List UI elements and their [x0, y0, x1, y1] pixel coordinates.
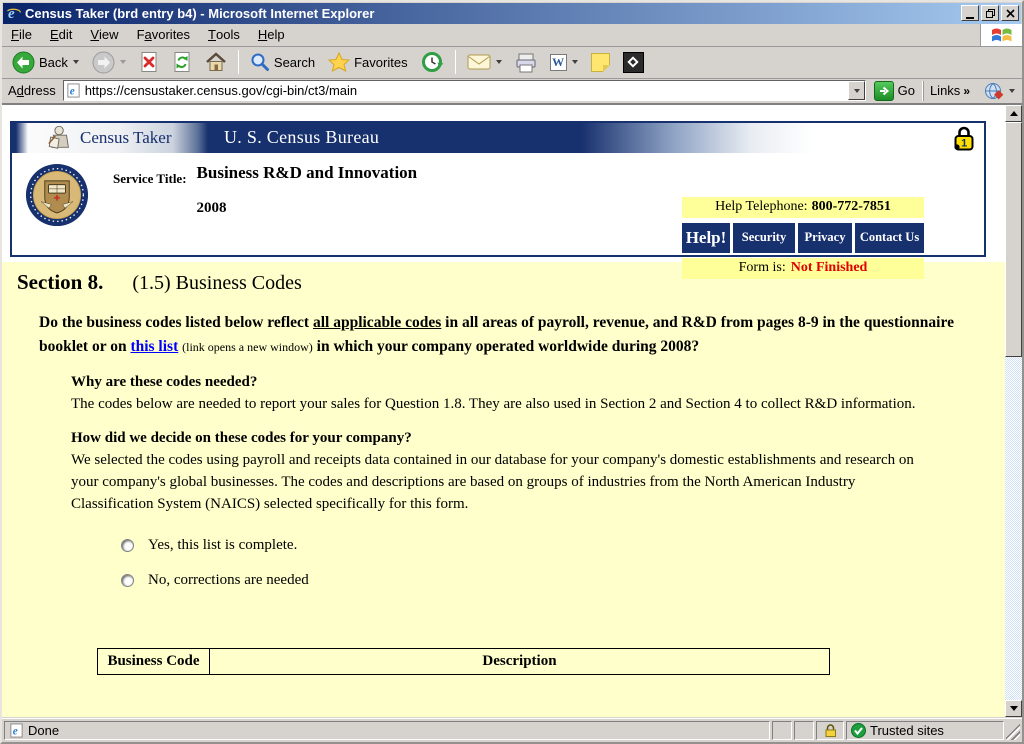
minimize-icon — [966, 17, 974, 19]
title-bar — [3, 3, 1021, 24]
contact-us-button[interactable]: Contact Us — [855, 223, 924, 253]
scroll-up-button[interactable] — [1005, 105, 1022, 122]
trusted-check-icon — [851, 723, 866, 738]
link-note: (link opens a new window) — [182, 339, 313, 354]
go-button[interactable] — [870, 81, 919, 101]
address-field — [63, 80, 866, 101]
links-chevron-icon[interactable]: » — [963, 83, 970, 98]
refresh-icon — [172, 51, 192, 73]
option-yes-row — [121, 535, 1005, 557]
lock-icon — [952, 125, 976, 152]
census-header-box — [10, 121, 986, 276]
question-part: in which your company operated worldwide during 2008? — [312, 337, 700, 355]
back-button[interactable] — [6, 48, 85, 77]
security-button[interactable]: Security — [733, 223, 795, 253]
edit-with-word-button[interactable] — [544, 51, 584, 74]
word-icon: W — [550, 54, 567, 71]
restore-button[interactable] — [981, 5, 999, 21]
status-text: Done — [28, 723, 60, 739]
status-panel-empty — [794, 721, 814, 740]
messenger-button[interactable] — [617, 49, 650, 76]
address-dropdown-button[interactable] — [848, 81, 865, 100]
mail-icon — [467, 53, 491, 71]
window-controls — [959, 5, 1019, 21]
form-status-label: Form is: — [738, 260, 786, 276]
print-button[interactable] — [509, 49, 543, 76]
section-number: Section 8. — [17, 269, 104, 294]
scrollbar-thumb[interactable] — [1005, 122, 1022, 357]
menu-file[interactable]: F ile — [11, 27, 32, 43]
windows-brand-box — [980, 24, 1022, 46]
mail-button[interactable] — [461, 50, 508, 74]
edit-dropdown-icon[interactable] — [572, 60, 578, 64]
help-button[interactable]: Help! — [682, 223, 730, 253]
security-zone-label: Trusted sites — [870, 723, 944, 739]
close-icon — [1006, 9, 1015, 18]
how-decided-body: We selected the codes using payroll and receipts data contained in our database for your company's domestic establishments and research on your company's global businesses. The codes and descriptions are based on groups of industries from the North American Industry Classification System (NAICS) selected specifically for this form. — [71, 451, 914, 512]
agency-name: U. S. Census Bureau — [224, 127, 380, 148]
favorites-button[interactable] — [322, 49, 413, 75]
svg-text:1: 1 — [961, 137, 968, 150]
globe-tool-icon — [984, 82, 1004, 100]
census-seal — [25, 163, 89, 227]
web-tool-button[interactable] — [980, 82, 1019, 100]
menu-favorites[interactable]: F a vorites — [136, 27, 191, 43]
search-button[interactable] — [244, 49, 321, 75]
diamond-icon — [623, 52, 644, 73]
how-decided-heading: How did we decide on these codes for your company? — [71, 429, 412, 446]
note-icon — [591, 53, 610, 72]
search-icon — [250, 52, 270, 72]
menu-edit[interactable]: E dit — [49, 27, 73, 43]
radio-no-label[interactable]: No, corrections are needed — [148, 572, 309, 589]
web-tool-dropdown-icon[interactable] — [1009, 89, 1015, 93]
go-arrow-icon — [874, 81, 894, 101]
question-part: in all areas of payroll, revenue, and R&D from pages 8-9 in the questionnaire booklet or on — [39, 313, 954, 355]
window-title: Census Taker (brd entry b4) - Microsoft Internet Explorer — [25, 5, 375, 21]
service-row — [12, 153, 984, 276]
address-label: Address — [8, 83, 56, 99]
section-title: (1.5) Business Codes — [132, 271, 302, 294]
back-icon — [12, 51, 35, 74]
table-header-row — [98, 648, 830, 674]
svg-text:e: e — [69, 85, 75, 98]
radio-yes-label[interactable]: Yes, this list is complete. — [148, 537, 298, 554]
why-codes-heading: Why are these codes needed? — [71, 373, 258, 390]
section-body — [2, 262, 1005, 717]
menu-help[interactable]: H elp — [257, 27, 285, 43]
close-button[interactable] — [1001, 5, 1019, 21]
menu-bar — [2, 24, 1022, 47]
question-emphasis: all applicable codes — [312, 313, 442, 331]
radio-no[interactable] — [121, 574, 134, 587]
forward-dropdown-icon[interactable] — [120, 60, 126, 64]
stop-button[interactable] — [133, 48, 165, 76]
banner-left — [12, 123, 208, 153]
this-list-link[interactable]: this list — [130, 337, 179, 355]
refresh-button[interactable] — [166, 48, 198, 76]
forward-button[interactable] — [86, 48, 132, 77]
toolbar-separator — [238, 50, 239, 74]
business-codes-table — [97, 648, 830, 675]
ie-toolbar — [2, 47, 1022, 79]
census-banner — [12, 123, 984, 153]
back-label: Back — [39, 54, 68, 70]
ssl-lock-icon — [824, 723, 837, 738]
scroll-down-button[interactable] — [1005, 700, 1022, 717]
menu-tools[interactable]: T ools — [208, 27, 240, 43]
description-header: Description — [210, 648, 830, 674]
service-title-block — [197, 163, 418, 227]
option-no-row — [121, 570, 1005, 592]
how-decided-block — [71, 427, 919, 515]
toolbar-separator — [455, 50, 456, 74]
form-status-value: Not Finished — [790, 260, 868, 276]
search-label: Search — [273, 54, 316, 70]
mail-dropdown-icon[interactable] — [496, 60, 502, 64]
help-telephone-number: 800-772-7851 — [811, 199, 891, 215]
radio-yes[interactable] — [121, 539, 134, 552]
status-page-icon — [9, 723, 24, 738]
stop-icon — [139, 51, 159, 73]
census-taker-figure-icon — [46, 124, 74, 152]
status-panel-empty — [772, 721, 792, 740]
banner-agency — [208, 123, 984, 153]
privacy-button[interactable]: Privacy — [798, 223, 852, 253]
form-status-bar — [682, 258, 924, 279]
scroll-down-icon — [1010, 706, 1018, 711]
help-telephone-label: Help Telephone: — [715, 199, 808, 215]
question-part: Do the business codes listed below reflect — [39, 313, 313, 331]
history-button[interactable] — [415, 48, 450, 76]
print-icon — [515, 52, 537, 73]
page-content — [2, 105, 1005, 717]
why-codes-block — [71, 371, 919, 415]
notes-button[interactable] — [585, 50, 616, 75]
ie-app-icon — [6, 5, 22, 21]
svg-text:e: e — [12, 725, 18, 738]
service-title-label: Service Title: — [113, 170, 187, 186]
survey-title: Business R&D and Innovation — [196, 162, 418, 182]
address-input[interactable] — [81, 82, 848, 99]
scroll-up-icon — [1010, 111, 1018, 116]
restore-icon — [986, 9, 995, 18]
resize-grip[interactable] — [1006, 721, 1020, 740]
question-text — [39, 311, 969, 359]
help-panel — [682, 197, 924, 279]
history-icon — [421, 51, 444, 73]
forward-icon — [92, 51, 115, 74]
windows-flag-icon — [990, 24, 1014, 46]
status-lock-panel — [816, 721, 844, 740]
app-name: Census Taker — [80, 127, 172, 147]
browser-viewport — [2, 104, 1022, 717]
home-icon — [205, 52, 227, 73]
menu-spacer — [294, 24, 980, 46]
go-label: Go — [897, 83, 915, 99]
status-bar — [2, 718, 1022, 742]
help-telephone-bar — [682, 197, 924, 218]
home-button[interactable] — [199, 49, 233, 76]
page-ie-icon — [66, 83, 81, 98]
survey-year: 2008 — [196, 199, 227, 216]
business-code-header: Business Code — [98, 648, 210, 674]
status-message-panel — [4, 721, 770, 740]
menu-view[interactable]: V iew — [90, 27, 119, 43]
help-buttons — [682, 223, 924, 253]
links-bar[interactable] — [923, 81, 976, 101]
why-codes-body: The codes below are needed to report your sales for Question 1.8. They are also used in Section 2 and Section 4 to collect R&D information. — [71, 395, 916, 412]
back-dropdown-icon[interactable] — [73, 60, 79, 64]
favorites-star-icon — [328, 52, 350, 72]
svg-text:e: e — [8, 6, 15, 22]
security-zone-panel — [846, 721, 1004, 740]
favorites-label: Favorites — [354, 54, 408, 70]
minimize-button[interactable] — [961, 5, 979, 21]
links-label: Links — [929, 83, 961, 99]
address-bar — [2, 79, 1022, 104]
vertical-scrollbar[interactable] — [1005, 105, 1022, 717]
